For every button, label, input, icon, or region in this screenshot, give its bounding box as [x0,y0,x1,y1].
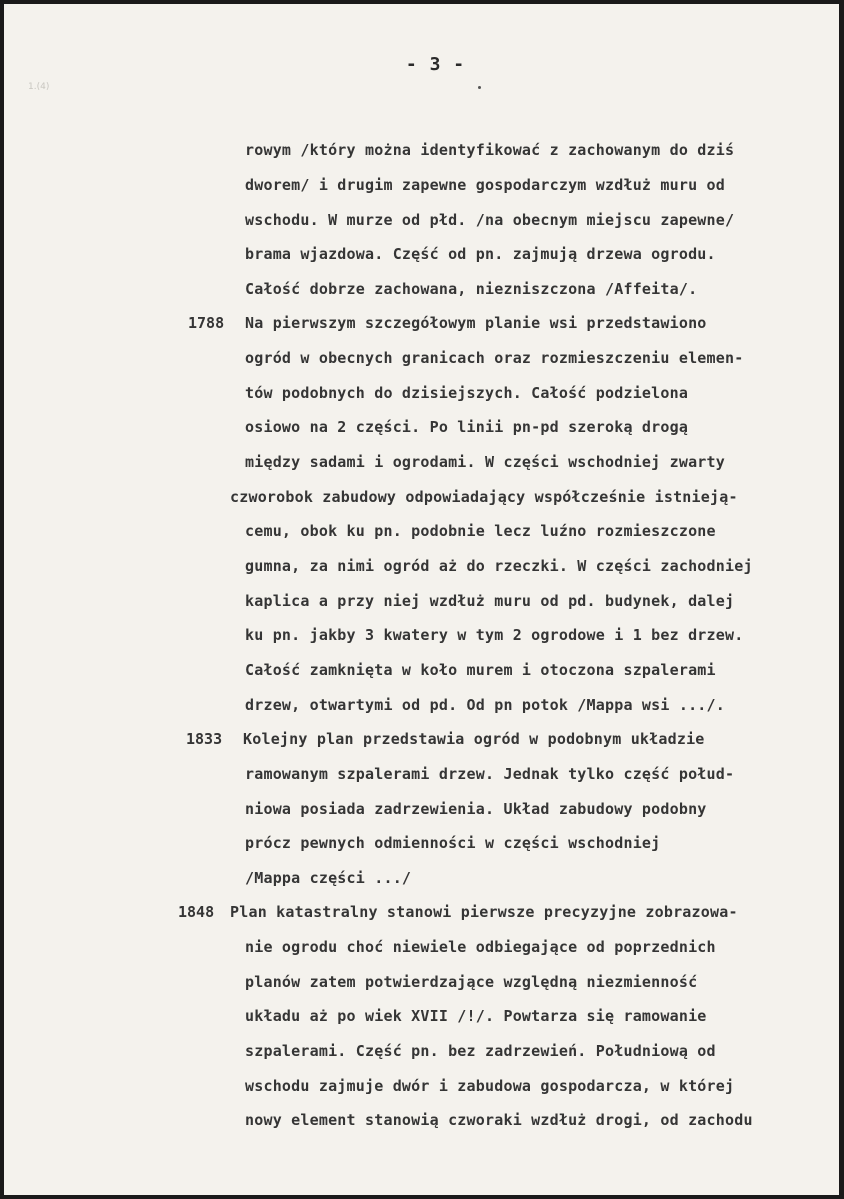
year-label: 1833 [186,730,223,748]
text-line: rowym /który można identyfikować z zachowanym do dziś [245,141,735,159]
text-line: niowa posiada zadrzewienia. Układ zabudowy podobny [245,800,707,818]
text-line: planów zatem potwierdzające względną niezmienność [245,973,698,991]
text-line: osiowo na 2 części. Po linii pn-pd szeroką drogą [245,418,689,436]
corner-note: 1.(4) [28,82,50,92]
text-line: wschodu zajmuje dwór i zabudowa gospodarcza, w której [245,1077,735,1095]
text-line: między sadami i ogrodami. W części wschodniej zwarty [245,453,725,471]
text-line: układu aż po wiek XVII /!/. Powtarza się ramowanie [245,1007,707,1025]
text-line: czworobok zabudowy odpowiadający współcześnie istnieją- [230,488,738,506]
page-number: - 3 - [405,54,466,75]
text-line: gumna, za nimi ogród aż do rzeczki. W części zachodniej [245,557,753,575]
text-line: Plan katastralny stanowi pierwsze precyzyjne zobrazowa- [230,903,738,921]
text-line: szpalerami. Część pn. bez zadrzewień. Południową od [245,1042,716,1060]
text-line: ramowanym szpalerami drzew. Jednak tylko część połud- [245,765,735,783]
text-line: kaplica a przy niej wzdłuż muru od pd. budynek, dalej [245,592,735,610]
text-line: brama wjazdowa. Część od pn. zajmują drzewa ogrodu. [245,245,716,263]
text-line: Kolejny plan przedstawia ogród w podobnym układzie [243,730,705,748]
ink-dot [478,86,481,89]
text-line: cemu, obok ku pn. podobnie lecz luźno rozmieszczone [245,522,716,540]
text-line: Na pierwszym szczegółowym planie wsi przedstawiono [245,314,707,332]
document-page [4,4,839,1195]
text-line: wschodu. W murze od płd. /na obecnym miejscu zapewne/ [245,211,735,229]
text-line: prócz pewnych odmienności w części wschodniej [245,834,661,852]
text-line: /Mappa części .../ [245,869,412,887]
year-label: 1788 [188,314,225,332]
text-line: Całość dobrze zachowana, niezniszczona /Affeita/. [245,280,698,298]
text-line: nie ogrodu choć niewiele odbiegające od poprzednich [245,938,716,956]
text-line: dworem/ i drugim zapewne gospodarczym wzdłuż muru od [245,176,725,194]
text-line: ku pn. jakby 3 kwatery w tym 2 ogrodowe i 1 bez drzew. [245,626,744,644]
text-line: nowy element stanowią czworaki wzdłuż drogi, od zachodu [245,1111,753,1129]
year-label: 1848 [178,903,215,921]
text-line: drzew, otwartymi od pd. Od pn potok /Mappa wsi .../. [245,696,725,714]
text-line: tów podobnych do dzisiejszych. Całość podzielona [245,384,689,402]
text-line: Całość zamknięta w koło murem i otoczona szpalerami [245,661,716,679]
text-line: ogród w obecnych granicach oraz rozmieszczeniu elemen- [245,349,744,367]
